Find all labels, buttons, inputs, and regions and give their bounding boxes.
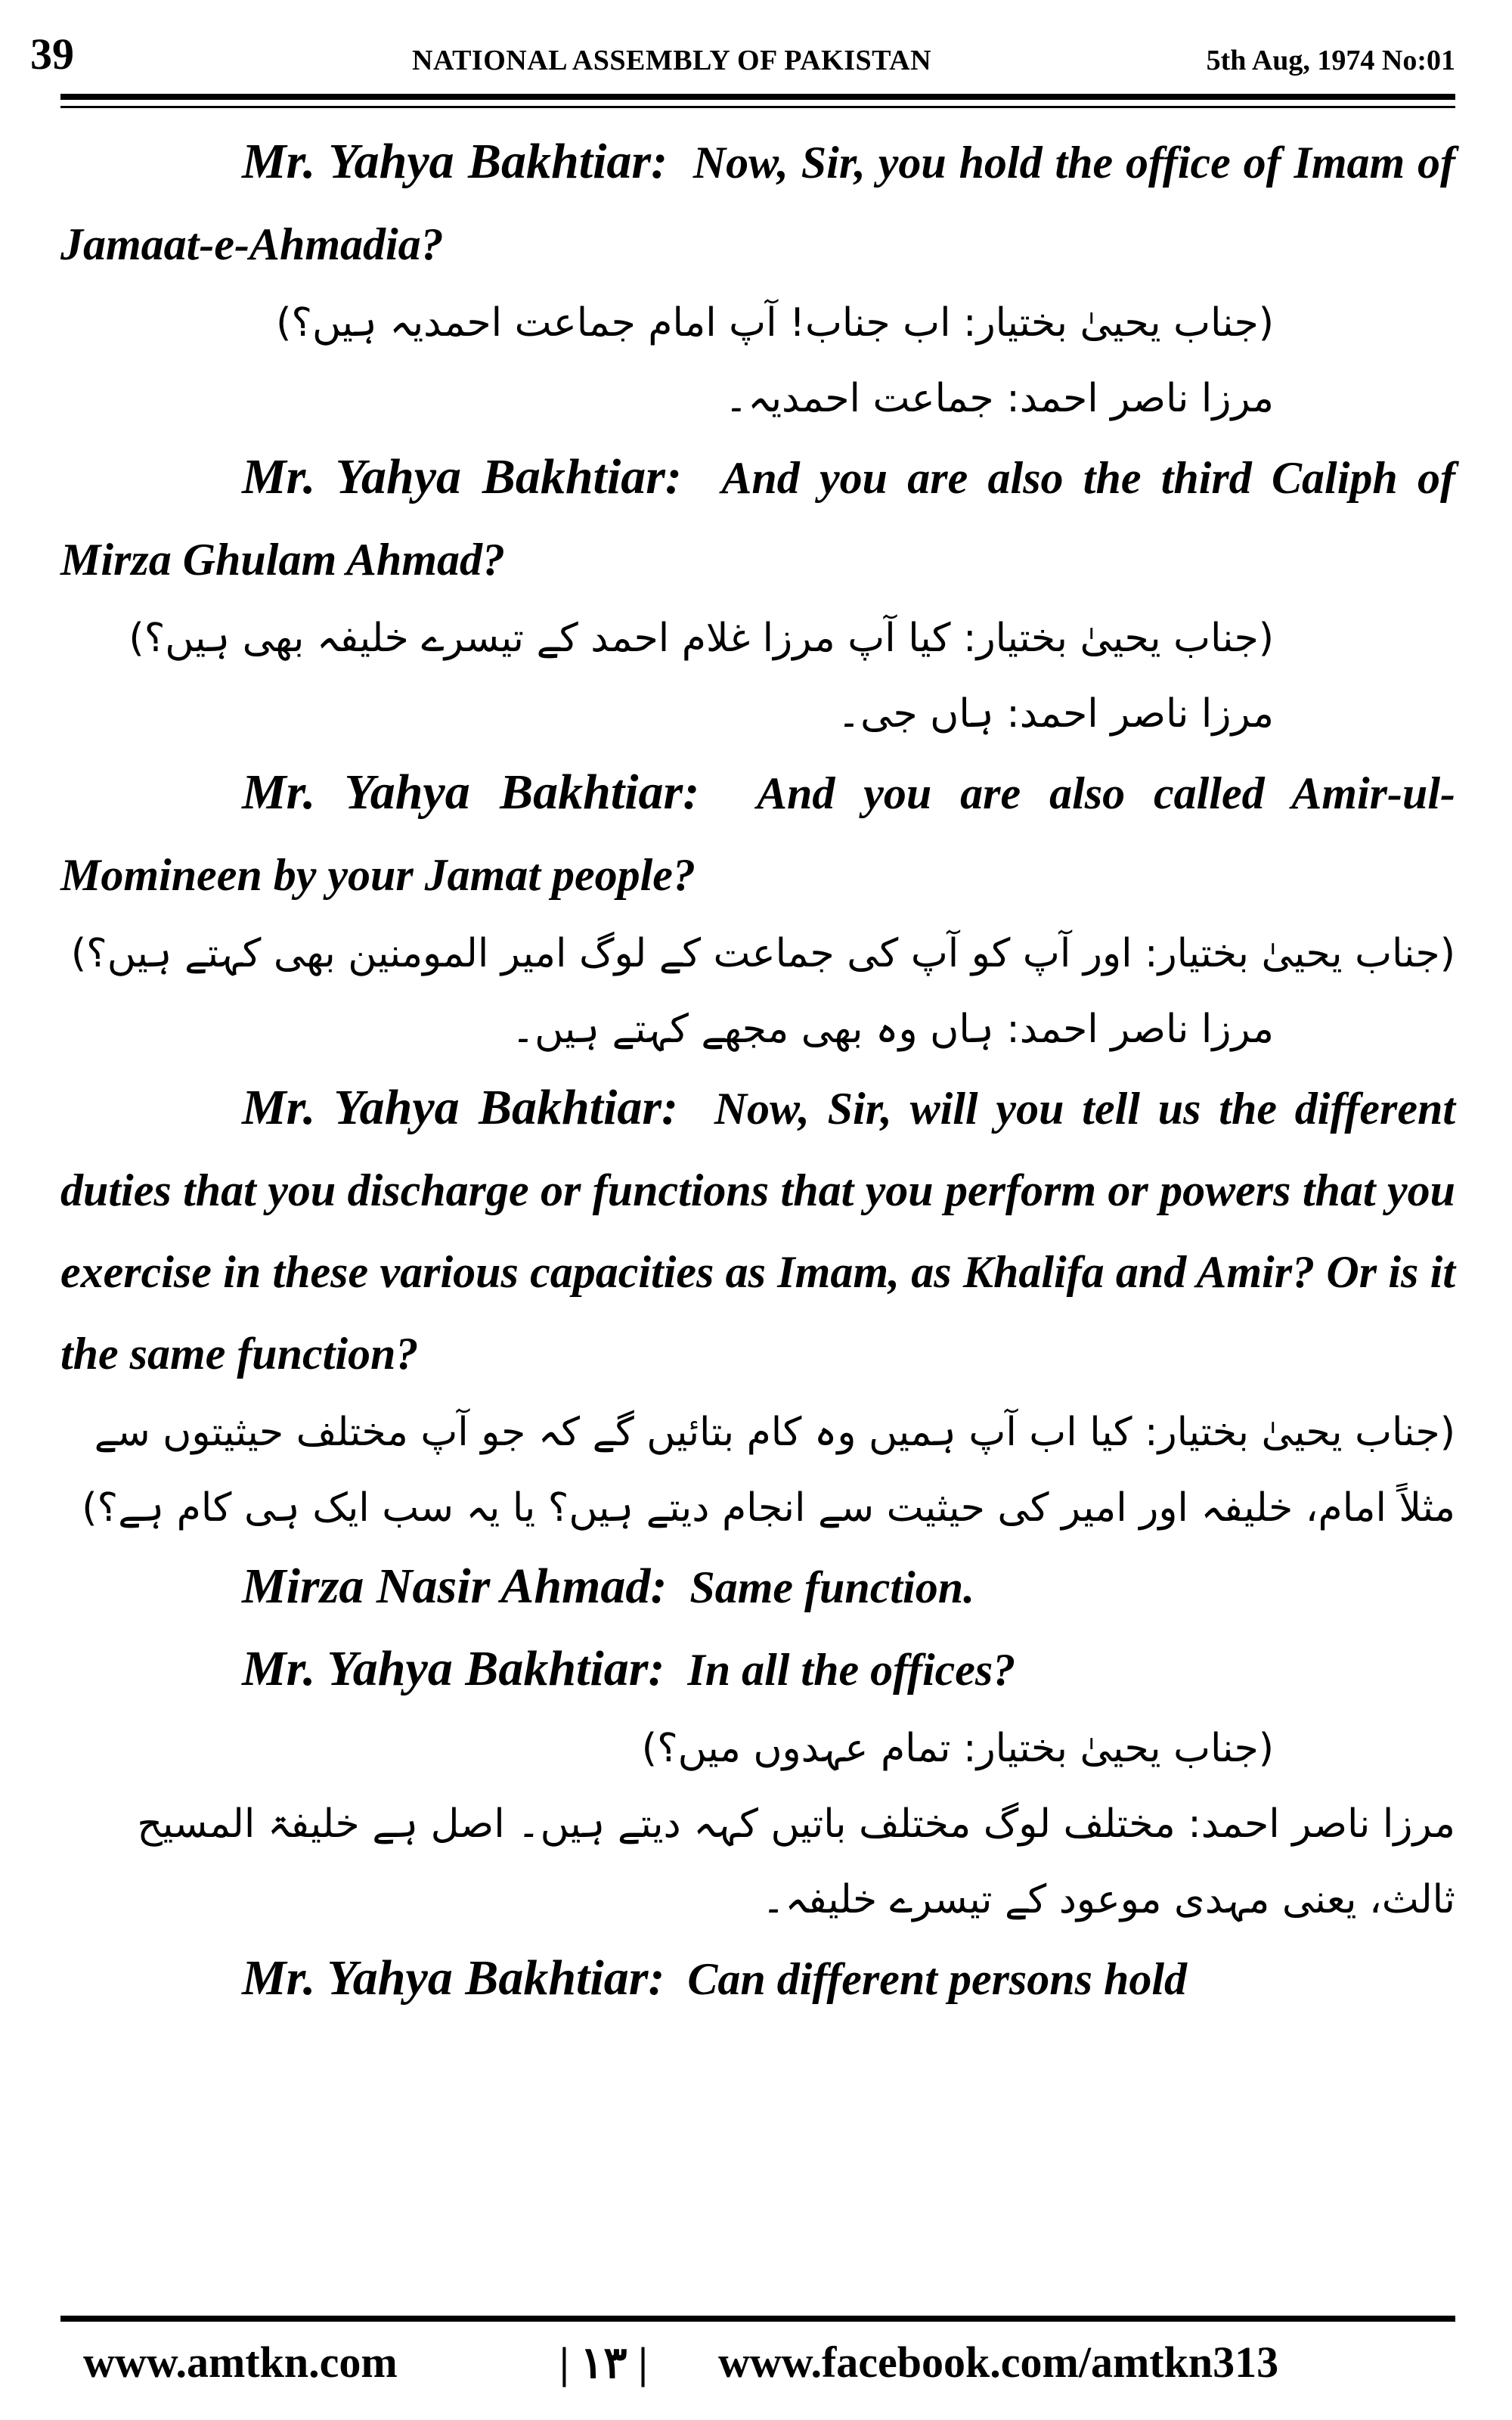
english-paragraph: [60, 436, 1455, 600]
speaker-name: Mr. Yahya Bakhtiar:: [242, 134, 668, 189]
urdu-reply: مرزا ناصر احمد: ہاں وہ بھی مجھے کہتے ہیں۔: [511, 1007, 1274, 1052]
urdu-reply: مرزا ناصر احمد: جماعت احمدیہ۔: [724, 376, 1274, 421]
english-text: And you are also the third Caliph of Mirza Ghulam Ahmad?: [60, 453, 1456, 585]
header-title: NATIONAL ASSEMBLY OF PAKISTAN: [412, 45, 932, 76]
speaker-name: Mr. Yahya Bakhtiar:: [242, 1641, 665, 1696]
english-paragraph: [60, 1067, 1455, 1395]
english-paragraph: [60, 752, 1455, 916]
english-paragraph: [60, 1546, 1455, 1628]
english-text: Same function.: [689, 1562, 975, 1612]
english-paragraph: [60, 121, 1455, 285]
english-paragraph: [60, 1938, 1455, 2020]
urdu-translation: (جناب یحییٰ بختیار: اور آپ کو آپ کی جماعت کے لوگ امیر المومنین بھی کہتے ہیں؟): [70, 931, 1455, 976]
header-date-number: 5th Aug, 1974 No:01: [1206, 45, 1455, 76]
english-text: And you are also called Amir-ul-Momineen by your Jamat people?: [60, 768, 1455, 900]
english-paragraph: [60, 1628, 1455, 1711]
transcript-body: [60, 121, 1455, 2020]
page-header: [30, 29, 1467, 89]
page-footer: [60, 2337, 1455, 2397]
urdu-translation: (جناب یحییٰ بختیار: کیا اب آپ ہمیں وہ کام بتائیں گے کہ جو آپ مختلف حیثیتوں سے مثلاً امام، خلیفہ اور امیر کی حیثیت سے انجام دیتے ہیں؟ یا یہ سب ایک ہی کام ہے؟): [82, 1410, 1455, 1531]
header-rule-thick: [60, 94, 1455, 100]
footer-rule: [60, 2316, 1455, 2322]
english-text: Can different persons hold: [687, 1954, 1188, 2004]
speaker-name: Mr. Yahya Bakhtiar:: [242, 1080, 679, 1135]
urdu-reply: مرزا ناصر احمد: مختلف لوگ مختلف باتیں کہہ دیتے ہیں۔ اصل ہے خلیفۃ المسیح ثالث، یعنی مہدی موعود کے تیسرے خلیفہ۔: [137, 1801, 1455, 1922]
urdu-reply: مرزا ناصر احمد: ہاں جی۔: [837, 691, 1274, 737]
speaker-name: Mr. Yahya Bakhtiar:: [242, 449, 682, 504]
website-link[interactable]: www.amtkn.com: [83, 2338, 398, 2387]
header-rule-thin: [60, 106, 1455, 108]
english-text: Now, Sir, will you tell us the different duties that you discharge or functions that you perform or powers that you exercise in these various capacities as Imam, as Khalifa and Amir? Or is it the same function?: [60, 1084, 1455, 1379]
speaker-name: Mr. Yahya Bakhtiar:: [242, 765, 700, 820]
english-text: Now, Sir, you hold the office of Imam of Jamaat-e-Ahmadia?: [60, 138, 1456, 269]
urdu-translation: (جناب یحییٰ بختیار: اب جناب! آپ امام جماعت احمدیہ ہیں؟): [276, 300, 1274, 346]
urdu-translation: (جناب یحییٰ بختیار: کیا آپ مرزا غلام احمد کے تیسرے خلیفہ بھی ہیں؟): [129, 616, 1274, 661]
facebook-link[interactable]: www.facebook.com/amtkn313: [718, 2338, 1279, 2387]
speaker-name: Mirza Nasir Ahmad:: [242, 1559, 668, 1614]
page-number: 39: [30, 29, 74, 79]
footer-page-number: | ۱۳ |: [559, 2338, 648, 2387]
urdu-translation: (جناب یحییٰ بختیار: تمام عہدوں میں؟): [641, 1726, 1274, 1771]
english-text: In all the offices?: [687, 1645, 1016, 1695]
speaker-name: Mr. Yahya Bakhtiar:: [242, 1950, 665, 2006]
